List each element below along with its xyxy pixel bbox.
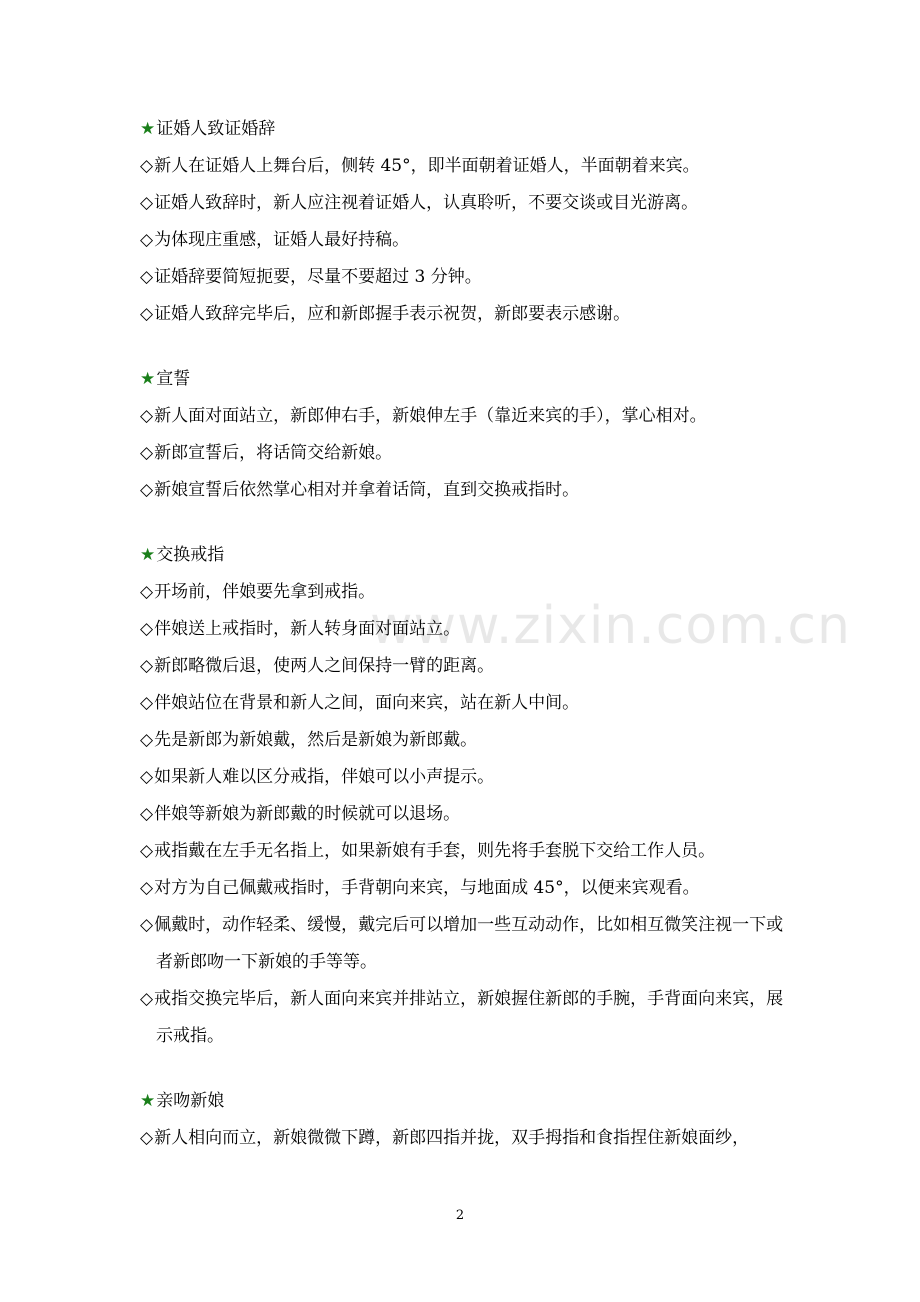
diamond-bullet-icon: ◇ bbox=[140, 230, 154, 250]
list-item: ◇戒指戴在左手无名指上，如果新娘有手套，则先将手套脱下交给工作人员。 bbox=[140, 841, 716, 861]
section-kiss-bride bbox=[140, 1083, 790, 1157]
diamond-bullet-icon: ◇ bbox=[140, 480, 154, 500]
document-body bbox=[140, 111, 790, 1185]
diamond-bullet-icon: ◇ bbox=[140, 730, 154, 750]
watermark: www.zixin.com.cn bbox=[370, 596, 851, 656]
list-item: ◇对方为自己佩戴戒指时，手背朝向来宾，与地面成 45°，以便来宾观看。 bbox=[140, 878, 700, 898]
diamond-bullet-icon: ◇ bbox=[140, 619, 154, 639]
list-item: ◇佩戴时，动作轻柔、缓慢，戴完后可以增加一些互动动作，比如相互微笑注视一下或者新郎吻一下新娘的手等等。 bbox=[140, 915, 784, 972]
section-witness-speech bbox=[140, 111, 790, 333]
star-icon: ★ bbox=[140, 119, 156, 139]
section-vows bbox=[140, 361, 790, 509]
page-number: 2 bbox=[455, 1208, 465, 1223]
section-heading: ★亲吻新娘 bbox=[140, 1091, 225, 1111]
list-item: ◇开场前，伴娘要先拿到戒指。 bbox=[140, 582, 376, 602]
list-item: ◇为体现庄重感，证婚人最好持稿。 bbox=[140, 230, 410, 250]
list-item: ◇新娘宣誓后依然掌心相对并拿着话筒，直到交换戒指时。 bbox=[140, 480, 580, 500]
diamond-bullet-icon: ◇ bbox=[140, 304, 154, 324]
diamond-bullet-icon: ◇ bbox=[140, 767, 154, 787]
diamond-bullet-icon: ◇ bbox=[140, 841, 154, 861]
list-item: ◇新郎略微后退，使两人之间保持一臂的距离。 bbox=[140, 656, 495, 676]
list-item: ◇伴娘等新娘为新郎戴的时候就可以退场。 bbox=[140, 804, 461, 824]
list-item: ◇证婚人致辞完毕后，应和新郎握手表示祝贺，新郎要表示感谢。 bbox=[140, 304, 631, 324]
diamond-bullet-icon: ◇ bbox=[140, 804, 154, 824]
diamond-bullet-icon: ◇ bbox=[140, 443, 154, 463]
diamond-bullet-icon: ◇ bbox=[140, 989, 154, 1009]
list-item: ◇证婚辞要简短扼要，尽量不要超过 3 分钟。 bbox=[140, 267, 482, 287]
list-item: ◇新人相向而立，新娘微微下蹲，新郎四指并拢，双手拇指和食指捏住新娘面纱， bbox=[140, 1128, 750, 1148]
diamond-bullet-icon: ◇ bbox=[140, 582, 154, 602]
list-item: ◇证婚人致辞时，新人应注视着证婚人，认真聆听，不要交谈或目光游离。 bbox=[140, 193, 699, 213]
list-item: ◇伴娘站位在背景和新人之间，面向来宾，站在新人中间。 bbox=[140, 693, 580, 713]
diamond-bullet-icon: ◇ bbox=[140, 267, 154, 287]
diamond-bullet-icon: ◇ bbox=[140, 406, 154, 426]
list-item: ◇先是新郎为新娘戴，然后是新娘为新郎戴。 bbox=[140, 730, 478, 750]
list-item: ◇新郎宣誓后，将话筒交给新娘。 bbox=[140, 443, 393, 463]
list-item: ◇如果新人难以区分戒指，伴娘可以小声提示。 bbox=[140, 767, 495, 787]
diamond-bullet-icon: ◇ bbox=[140, 156, 154, 176]
section-heading: ★证婚人致证婚辞 bbox=[140, 119, 276, 139]
star-icon: ★ bbox=[140, 369, 156, 389]
list-item: ◇新人在证婚人上舞台后，侧转 45°，即半面朝着证婚人，半面朝着来宾。 bbox=[140, 156, 700, 176]
list-item: ◇新人面对面站立，新郎伸右手，新娘伸左手（靠近来宾的手），掌心相对。 bbox=[140, 406, 707, 426]
diamond-bullet-icon: ◇ bbox=[140, 693, 154, 713]
diamond-bullet-icon: ◇ bbox=[140, 878, 154, 898]
star-icon: ★ bbox=[140, 545, 156, 565]
list-item: ◇戒指交换完毕后，新人面向来宾并排站立，新娘握住新郎的手腕，手背面向来宾，展示戒指。 bbox=[140, 989, 784, 1046]
list-item: ◇伴娘送上戒指时，新人转身面对面站立。 bbox=[140, 619, 461, 639]
star-icon: ★ bbox=[140, 1091, 156, 1111]
section-heading: ★交换戒指 bbox=[140, 545, 225, 565]
section-ring-exchange bbox=[140, 537, 790, 1055]
section-heading: ★宣誓 bbox=[140, 369, 191, 389]
diamond-bullet-icon: ◇ bbox=[140, 656, 154, 676]
diamond-bullet-icon: ◇ bbox=[140, 193, 154, 213]
diamond-bullet-icon: ◇ bbox=[140, 1128, 154, 1148]
diamond-bullet-icon: ◇ bbox=[140, 915, 154, 935]
